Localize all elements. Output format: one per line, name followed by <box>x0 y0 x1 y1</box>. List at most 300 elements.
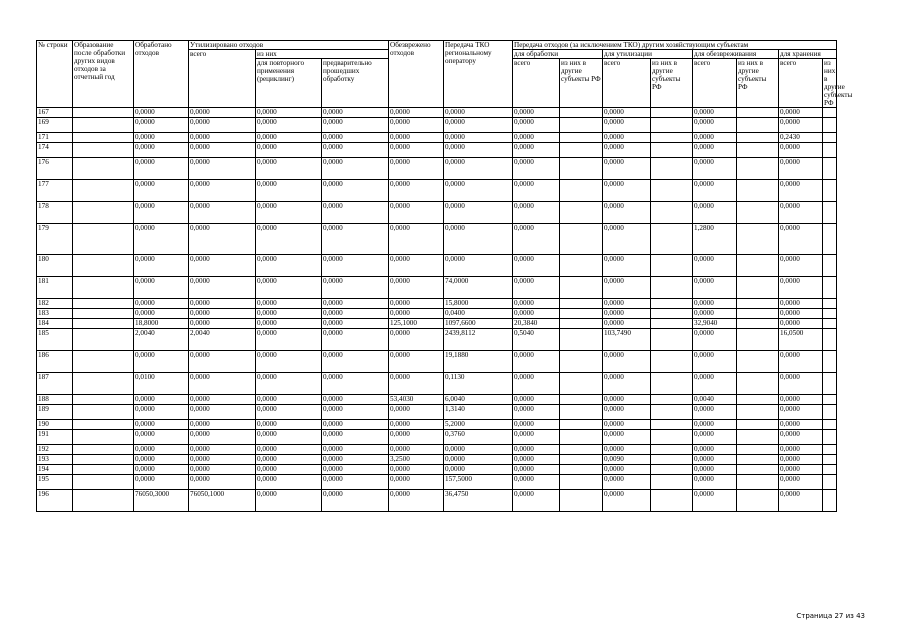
page-number: Страница 27 из 43 <box>796 612 865 620</box>
table-cell: 0,0000 <box>134 351 189 373</box>
table-cell <box>737 329 779 351</box>
table-cell: 0,0000 <box>603 351 651 373</box>
header-utilized: Утилизировано отходов <box>189 41 389 50</box>
table-cell <box>651 108 693 118</box>
row-number-cell: 188 <box>37 395 73 405</box>
table-cell: 0,0000 <box>389 373 444 395</box>
table-cell: 0,0000 <box>603 319 651 329</box>
table-cell: 0,0000 <box>444 455 513 465</box>
row-number-cell: 185 <box>37 329 73 351</box>
table-cell <box>823 465 837 475</box>
table-cell: 0,0000 <box>603 108 651 118</box>
table-cell: 0,0000 <box>693 118 737 133</box>
table-cell: 0,0000 <box>389 299 444 309</box>
table-row <box>37 277 837 299</box>
table-row <box>37 420 837 430</box>
table-cell <box>73 475 134 490</box>
table-cell: 0,0000 <box>189 224 256 255</box>
table-cell <box>560 133 603 143</box>
table-cell <box>651 309 693 319</box>
table-cell <box>823 299 837 309</box>
table-cell: 0,0000 <box>322 445 389 455</box>
table-cell <box>560 465 603 475</box>
table-cell: 0,0000 <box>603 430 651 445</box>
table-cell: 0,0000 <box>779 490 823 512</box>
table-cell: 0,0000 <box>693 108 737 118</box>
table-cell <box>823 395 837 405</box>
table-cell: 0,0000 <box>603 202 651 224</box>
table-cell: 0,0000 <box>322 329 389 351</box>
table-cell <box>73 299 134 309</box>
table-cell: 0,0000 <box>134 277 189 299</box>
table-cell <box>823 255 837 277</box>
table-cell: 0,0000 <box>513 277 560 299</box>
header-storage-total: всего <box>779 59 823 108</box>
row-number-cell: 176 <box>37 158 73 180</box>
table-cell: 0,0000 <box>693 465 737 475</box>
row-number-cell: 191 <box>37 430 73 445</box>
table-cell: 0,0000 <box>693 420 737 430</box>
table-cell: 0,5040 <box>513 329 560 351</box>
table-cell <box>560 405 603 420</box>
table-cell: 0,0000 <box>322 351 389 373</box>
table-cell: 0,0000 <box>134 108 189 118</box>
header-for-utilization: для утилизации <box>603 50 693 59</box>
table-cell: 0,0000 <box>256 445 322 455</box>
table-cell: 0,0000 <box>189 202 256 224</box>
header-utilization-other-subjects: из них в другие субъекты РФ <box>651 59 693 108</box>
table-cell: 0,0000 <box>603 118 651 133</box>
table-cell: 0,0000 <box>189 455 256 465</box>
table-cell: 0,0000 <box>389 465 444 475</box>
table-cell: 0,0000 <box>322 490 389 512</box>
table-row <box>37 118 837 133</box>
table-cell <box>737 143 779 158</box>
table-cell: 0,0000 <box>779 277 823 299</box>
table-cell: 0,0000 <box>444 108 513 118</box>
table-cell <box>560 299 603 309</box>
table-row <box>37 133 837 143</box>
table-cell: 0,0000 <box>513 445 560 455</box>
table-cell: 0,0000 <box>444 118 513 133</box>
table-cell <box>737 180 779 202</box>
table-cell <box>560 430 603 445</box>
table-cell <box>560 319 603 329</box>
waste-report-table <box>36 40 853 512</box>
table-cell: 0,0000 <box>389 420 444 430</box>
table-cell <box>560 143 603 158</box>
header-transfer-other: Передача отходов (за исключением ТКО) другим хозяйствующим субъектам <box>513 41 837 50</box>
table-cell: 0,0000 <box>189 277 256 299</box>
table-cell <box>651 202 693 224</box>
row-number-cell: 184 <box>37 319 73 329</box>
table-cell: 0,0000 <box>779 455 823 465</box>
table-cell <box>73 158 134 180</box>
table-cell <box>651 475 693 490</box>
table-row <box>37 224 837 255</box>
table-cell: 0,0000 <box>513 180 560 202</box>
table-cell: 0,3760 <box>444 430 513 445</box>
table-cell <box>73 319 134 329</box>
table-cell: 1,2800 <box>693 224 737 255</box>
table-cell: 0,0000 <box>693 373 737 395</box>
table-cell: 0,0000 <box>603 133 651 143</box>
table-cell: 53,4030 <box>389 395 444 405</box>
table-cell: 0,0100 <box>134 373 189 395</box>
table-cell <box>73 133 134 143</box>
table-cell <box>560 373 603 395</box>
table-cell <box>560 202 603 224</box>
table-cell: 0,0000 <box>513 373 560 395</box>
table-cell <box>651 465 693 475</box>
table-cell: 0,0000 <box>693 158 737 180</box>
table-cell <box>737 455 779 465</box>
table-cell: 0,0000 <box>603 445 651 455</box>
table-cell <box>651 351 693 373</box>
header-for-reuse: для повторного применения (рециклинг) <box>256 59 322 108</box>
table-cell: 0,0000 <box>389 255 444 277</box>
table-cell: 0,0000 <box>322 373 389 395</box>
table-cell: 0,0000 <box>256 329 322 351</box>
table-cell: 19,1880 <box>444 351 513 373</box>
table-cell: 0,0000 <box>444 143 513 158</box>
row-number-cell: 167 <box>37 108 73 118</box>
table-cell: 0,0000 <box>189 475 256 490</box>
table-cell: 0,0000 <box>322 319 389 329</box>
table-cell: 0,0000 <box>256 420 322 430</box>
table-cell: 0,0000 <box>189 405 256 420</box>
table-cell: 0,0000 <box>693 351 737 373</box>
table-cell: 0,0000 <box>322 133 389 143</box>
table-cell <box>737 277 779 299</box>
row-number-cell: 195 <box>37 475 73 490</box>
table-cell: 20,3840 <box>513 319 560 329</box>
header-utilized-total: всего <box>189 50 256 108</box>
table-cell: 125,1000 <box>389 319 444 329</box>
table-cell: 0,0000 <box>134 309 189 319</box>
table-cell <box>560 309 603 319</box>
table-cell: 0,0000 <box>134 395 189 405</box>
table-cell <box>560 395 603 405</box>
table-cell <box>737 465 779 475</box>
table-cell: 0,0000 <box>256 373 322 395</box>
table-cell: 0,0000 <box>603 475 651 490</box>
table-cell: 0,0000 <box>134 405 189 420</box>
table-cell <box>651 255 693 277</box>
row-number-cell: 178 <box>37 202 73 224</box>
table-cell: 0,0000 <box>779 299 823 309</box>
table-cell: 0,0000 <box>779 158 823 180</box>
row-number-cell: 186 <box>37 351 73 373</box>
table-cell <box>823 277 837 299</box>
table-cell: 0,0000 <box>603 395 651 405</box>
table-cell <box>73 309 134 319</box>
table-cell <box>651 118 693 133</box>
row-number-cell: 192 <box>37 445 73 455</box>
table-cell <box>560 351 603 373</box>
table-cell <box>737 309 779 319</box>
table-cell: 0,0000 <box>693 475 737 490</box>
table-cell <box>823 202 837 224</box>
table-cell <box>651 277 693 299</box>
table-cell: 0,0000 <box>444 133 513 143</box>
table-cell <box>651 133 693 143</box>
row-number-cell: 194 <box>37 465 73 475</box>
table-cell <box>823 420 837 430</box>
table-cell: 0,0000 <box>693 455 737 465</box>
table-cell <box>823 118 837 133</box>
table-cell <box>73 108 134 118</box>
table-cell: 0,0000 <box>389 143 444 158</box>
table-cell: 0,0000 <box>693 329 737 351</box>
table-cell <box>737 133 779 143</box>
table-cell: 0,0000 <box>189 158 256 180</box>
table-cell: 0,0000 <box>513 465 560 475</box>
table-cell <box>823 309 837 319</box>
table-cell: 0,0000 <box>779 445 823 455</box>
table-cell: 1,3140 <box>444 405 513 420</box>
table-cell: 0,0000 <box>256 490 322 512</box>
table-cell <box>737 405 779 420</box>
table-cell: 6,0040 <box>444 395 513 405</box>
table-cell: 0,0000 <box>513 455 560 465</box>
table-cell: 0,0000 <box>189 373 256 395</box>
table-cell: 0,0000 <box>693 277 737 299</box>
table-cell: 0,0000 <box>603 180 651 202</box>
table-row <box>37 180 837 202</box>
table-cell: 0,0000 <box>322 309 389 319</box>
row-number-cell: 193 <box>37 455 73 465</box>
table-cell: 0,0000 <box>322 180 389 202</box>
header-of-them: из них <box>256 50 389 59</box>
table-cell: 0,0000 <box>779 143 823 158</box>
table-cell: 0,0000 <box>693 405 737 420</box>
table-cell: 0,0000 <box>322 118 389 133</box>
table-cell <box>73 420 134 430</box>
table-cell <box>560 420 603 430</box>
table-cell: 0,0000 <box>189 143 256 158</box>
table-cell <box>651 319 693 329</box>
table-cell: 18,8000 <box>134 319 189 329</box>
table-cell: 0,0000 <box>134 180 189 202</box>
table-cell <box>823 351 837 373</box>
table-row <box>37 465 837 475</box>
table-cell: 0,0000 <box>322 405 389 420</box>
header-neutralization-other-subjects: из них в другие субъекты РФ <box>737 59 779 108</box>
table-cell: 0,0000 <box>256 143 322 158</box>
header-storage-other-subjects: из них в другие субъекты РФ <box>824 59 853 107</box>
table-cell: 0,0000 <box>322 255 389 277</box>
row-number-cell: 177 <box>37 180 73 202</box>
row-number-cell: 180 <box>37 255 73 277</box>
table-cell <box>73 430 134 445</box>
table-cell: 0,0000 <box>189 255 256 277</box>
table-cell: 0,0000 <box>513 430 560 445</box>
table-cell: 0,0000 <box>603 299 651 309</box>
table-cell: 0,0000 <box>256 405 322 420</box>
table-cell: 0,0000 <box>444 180 513 202</box>
table-cell: 0,0000 <box>513 395 560 405</box>
table-cell <box>73 180 134 202</box>
row-number-cell: 183 <box>37 309 73 319</box>
table-cell <box>823 224 837 255</box>
table-cell: 0,0000 <box>693 445 737 455</box>
table-cell: 0,0000 <box>134 133 189 143</box>
table-cell: 0,0000 <box>693 255 737 277</box>
header-for-processing: для обработки <box>513 50 603 59</box>
header-neutralization-total: всего <box>693 59 737 108</box>
table-cell <box>73 224 134 255</box>
table-cell: 16,0500 <box>779 329 823 351</box>
table-cell: 0,0000 <box>779 373 823 395</box>
table-cell <box>651 455 693 465</box>
table-cell <box>651 445 693 455</box>
table-cell <box>560 118 603 133</box>
table-cell: 0,0000 <box>693 309 737 319</box>
table-cell: 0,0000 <box>322 158 389 180</box>
table-cell <box>651 405 693 420</box>
table-cell <box>823 133 837 143</box>
table-cell <box>560 455 603 465</box>
table-cell: 0,0000 <box>256 118 322 133</box>
row-number-cell: 174 <box>37 143 73 158</box>
table-row <box>37 299 837 309</box>
table-cell <box>737 430 779 445</box>
table-cell <box>560 180 603 202</box>
table-cell <box>73 277 134 299</box>
table-cell <box>823 475 837 490</box>
table-cell: 0,0000 <box>322 108 389 118</box>
row-number-cell: 182 <box>37 299 73 309</box>
row-number-cell: 190 <box>37 420 73 430</box>
header-row-number: № строки <box>37 41 73 108</box>
table-cell <box>73 202 134 224</box>
table-cell <box>737 224 779 255</box>
table-cell: 0,0000 <box>134 445 189 455</box>
table-cell: 0,0000 <box>189 180 256 202</box>
table-cell <box>560 158 603 180</box>
table-cell: 0,0040 <box>693 395 737 405</box>
table-cell <box>651 430 693 445</box>
table-cell: 0,0000 <box>444 255 513 277</box>
table-row <box>37 143 837 158</box>
table-cell: 0,0000 <box>513 351 560 373</box>
table-cell <box>73 118 134 133</box>
table-cell: 0,0000 <box>256 158 322 180</box>
table-cell <box>823 373 837 395</box>
table-cell <box>73 143 134 158</box>
table-cell <box>737 490 779 512</box>
table-row <box>37 475 837 490</box>
table-cell <box>737 202 779 224</box>
table-cell: 0,0000 <box>189 351 256 373</box>
table-row <box>37 445 837 455</box>
row-number-cell: 189 <box>37 405 73 420</box>
table-cell: 0,0000 <box>322 143 389 158</box>
table-cell <box>737 475 779 490</box>
table-cell: 0,0000 <box>389 224 444 255</box>
header-for-storage: для хранения <box>779 50 837 59</box>
table-cell <box>73 445 134 455</box>
table-cell: 0,0000 <box>134 224 189 255</box>
row-number-cell: 179 <box>37 224 73 255</box>
table-cell: 0,0000 <box>513 299 560 309</box>
table-cell: 0,0000 <box>134 158 189 180</box>
header-utilization-total: всего <box>603 59 651 108</box>
table-cell: 0,0000 <box>513 143 560 158</box>
table-cell: 0,0000 <box>693 143 737 158</box>
table-cell: 32,9040 <box>693 319 737 329</box>
table-cell: 0,0000 <box>189 299 256 309</box>
table-cell <box>737 420 779 430</box>
header-neutralized: Обезврежено отходов <box>389 41 444 108</box>
table-cell <box>823 455 837 465</box>
table-cell <box>737 108 779 118</box>
table-cell: 0,0000 <box>603 420 651 430</box>
table-cell: 0,0000 <box>256 180 322 202</box>
table-row <box>37 405 837 420</box>
table-cell: 0,0000 <box>513 202 560 224</box>
header-processing-other-subjects: из них в другие субъекты РФ <box>560 59 603 108</box>
table-cell: 2,0040 <box>134 329 189 351</box>
table-cell <box>737 395 779 405</box>
table-cell: 0,0000 <box>603 405 651 420</box>
table-cell: 0,0000 <box>134 475 189 490</box>
table-cell <box>560 475 603 490</box>
table-cell: 0,0000 <box>513 118 560 133</box>
table-body <box>37 108 837 512</box>
table-cell <box>823 108 837 118</box>
table-cell: 157,5000 <box>444 475 513 490</box>
table-cell: 74,0000 <box>444 277 513 299</box>
table-cell: 5,2000 <box>444 420 513 430</box>
table-cell: 0,0000 <box>322 395 389 405</box>
table-cell: 0,0000 <box>256 465 322 475</box>
table-cell: 0,0000 <box>779 108 823 118</box>
table-cell <box>560 277 603 299</box>
table-cell: 0,0400 <box>444 309 513 319</box>
table-cell <box>73 255 134 277</box>
table-cell: 0,0000 <box>603 158 651 180</box>
table-cell: 0,0000 <box>256 277 322 299</box>
table-cell: 0,0000 <box>189 395 256 405</box>
table-cell: 0,0000 <box>513 405 560 420</box>
table-cell <box>73 395 134 405</box>
table-cell: 0,0000 <box>513 224 560 255</box>
table-cell: 0,0000 <box>693 490 737 512</box>
table-cell <box>651 299 693 309</box>
table-cell <box>560 108 603 118</box>
table-row <box>37 490 837 512</box>
table-cell <box>651 420 693 430</box>
table-cell: 36,4750 <box>444 490 513 512</box>
table-cell: 0,0000 <box>389 309 444 319</box>
table-cell <box>823 329 837 351</box>
table-row <box>37 309 837 319</box>
table-cell: 15,8000 <box>444 299 513 309</box>
table-cell: 2439,8112 <box>444 329 513 351</box>
table-cell: 0,0000 <box>389 475 444 490</box>
table-cell <box>737 158 779 180</box>
table-cell <box>737 351 779 373</box>
table-cell: 0,0000 <box>603 224 651 255</box>
table-cell: 0,0000 <box>189 118 256 133</box>
table-cell: 0,0000 <box>389 133 444 143</box>
table-cell: 0,0000 <box>134 420 189 430</box>
table-cell: 0,0000 <box>134 455 189 465</box>
table-cell: 0,2430 <box>779 133 823 143</box>
table-cell: 0,0000 <box>256 475 322 490</box>
